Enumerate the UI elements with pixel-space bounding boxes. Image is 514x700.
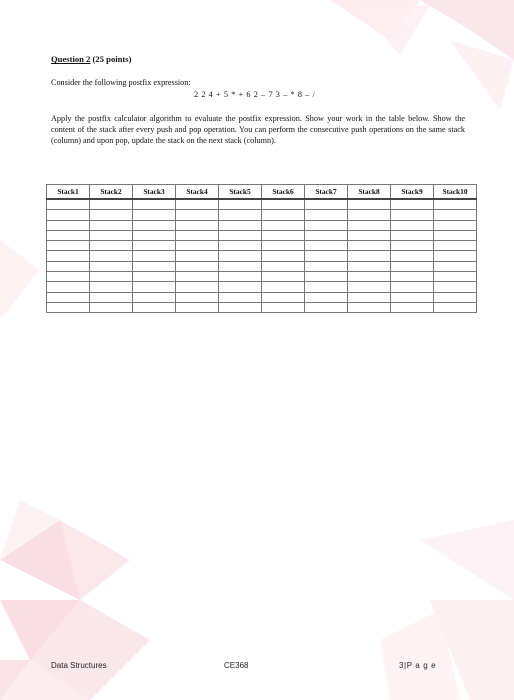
stack-cell	[348, 292, 391, 302]
stack-cell	[348, 282, 391, 292]
stack-cell	[391, 282, 434, 292]
stack-cell	[90, 272, 133, 282]
stack-cell	[305, 220, 348, 230]
stack-cell	[176, 220, 219, 230]
stack-cell	[219, 230, 262, 240]
stack-cell	[90, 220, 133, 230]
stack-cell	[305, 251, 348, 261]
stack-cell	[391, 251, 434, 261]
stack-cell	[90, 210, 133, 220]
stack-cell	[434, 199, 477, 210]
stack-cell	[90, 302, 133, 312]
table-row	[47, 199, 477, 210]
stack-cell	[176, 230, 219, 240]
stack-table-body	[47, 199, 477, 313]
stack-cell	[219, 302, 262, 312]
stack-cell	[219, 251, 262, 261]
instructions-paragraph: Apply the postfix calculator algorithm to evaluate the postfix expression. Show your work in the table below. Show the content of the stack after every push and pop operation. You can perform the consecutive push operations on the same stack (column) and upon pop, update the stack on the next stack (column).	[51, 114, 465, 146]
stack-cell	[434, 261, 477, 271]
stack-cell	[176, 199, 219, 210]
stack-cell	[176, 251, 219, 261]
stack-cell	[262, 272, 305, 282]
stack-cell	[133, 220, 176, 230]
stack-cell	[133, 241, 176, 251]
stack-cell	[348, 210, 391, 220]
stack-cell	[47, 251, 90, 261]
stack-cell	[133, 230, 176, 240]
stack-cell	[176, 292, 219, 302]
stack-column-header: Stack10	[434, 185, 477, 200]
stack-cell	[133, 282, 176, 292]
stack-cell	[434, 251, 477, 261]
stack-cell	[219, 220, 262, 230]
stack-column-header: Stack7	[305, 185, 348, 200]
stack-cell	[176, 241, 219, 251]
stack-cell	[348, 251, 391, 261]
stack-cell	[348, 220, 391, 230]
stack-cell	[47, 230, 90, 240]
stack-cell	[262, 199, 305, 210]
stack-cell	[305, 282, 348, 292]
footer-course-code: CE368	[224, 661, 249, 670]
stack-cell	[391, 220, 434, 230]
stack-cell	[391, 272, 434, 282]
stack-cell	[133, 251, 176, 261]
table-row	[47, 292, 477, 302]
stack-cell	[262, 241, 305, 251]
stack-cell	[434, 292, 477, 302]
stack-cell	[90, 199, 133, 210]
stack-cell	[90, 230, 133, 240]
stack-cell	[47, 199, 90, 210]
stack-table-header-row	[47, 185, 477, 200]
stack-cell	[305, 302, 348, 312]
stack-cell	[176, 210, 219, 220]
stack-cell	[305, 292, 348, 302]
table-row	[47, 282, 477, 292]
question-title	[51, 54, 131, 64]
stack-cell	[434, 302, 477, 312]
stack-cell	[262, 261, 305, 271]
stack-cell	[262, 220, 305, 230]
table-row	[47, 251, 477, 261]
table-row	[47, 230, 477, 240]
stack-cell	[47, 282, 90, 292]
stack-cell	[133, 210, 176, 220]
table-row	[47, 302, 477, 312]
stack-column-header: Stack3	[133, 185, 176, 200]
stack-cell	[348, 230, 391, 240]
stack-cell	[262, 251, 305, 261]
stack-cell	[219, 261, 262, 271]
stack-column-header: Stack5	[219, 185, 262, 200]
stack-cell	[262, 282, 305, 292]
stack-cell	[133, 261, 176, 271]
stack-cell	[391, 302, 434, 312]
stack-cell	[391, 230, 434, 240]
stack-cell	[262, 302, 305, 312]
stack-cell	[262, 210, 305, 220]
stack-cell	[305, 199, 348, 210]
table-row	[47, 210, 477, 220]
stack-cell	[176, 272, 219, 282]
stack-cell	[391, 292, 434, 302]
table-row	[47, 220, 477, 230]
table-row	[47, 272, 477, 282]
stack-column-header: Stack8	[348, 185, 391, 200]
stack-cell	[434, 210, 477, 220]
stack-cell	[434, 230, 477, 240]
stack-cell	[434, 282, 477, 292]
stack-cell	[47, 292, 90, 302]
stack-cell	[133, 199, 176, 210]
stack-cell	[348, 302, 391, 312]
stack-column-header: Stack6	[262, 185, 305, 200]
stack-cell	[391, 241, 434, 251]
stack-column-header: Stack1	[47, 185, 90, 200]
stack-cell	[391, 261, 434, 271]
stack-cell	[305, 241, 348, 251]
stack-cell	[434, 272, 477, 282]
stack-cell	[348, 241, 391, 251]
stack-column-header: Stack4	[176, 185, 219, 200]
stack-column-header: Stack2	[90, 185, 133, 200]
stack-cell	[47, 272, 90, 282]
stack-cell	[348, 261, 391, 271]
stack-cell	[133, 302, 176, 312]
stack-cell	[219, 282, 262, 292]
table-row	[47, 241, 477, 251]
stack-cell	[305, 210, 348, 220]
stack-cell	[133, 272, 176, 282]
stack-cell	[47, 220, 90, 230]
question-points: (25 points)	[90, 54, 132, 64]
stack-cell	[305, 230, 348, 240]
footer-page-number: 3|P a g e	[399, 661, 437, 670]
stack-cell	[391, 199, 434, 210]
footer-course: Data Structures	[51, 661, 107, 670]
stack-cell	[176, 282, 219, 292]
intro-text: Consider the following postfix expression:	[51, 78, 191, 87]
stack-cell	[391, 210, 434, 220]
stack-cell	[219, 210, 262, 220]
stack-cell	[47, 210, 90, 220]
stack-cell	[90, 261, 133, 271]
question-number: Question 2	[51, 54, 91, 64]
stack-cell	[348, 199, 391, 210]
stack-cell	[434, 220, 477, 230]
postfix-expression: 2 2 4 + 5 * + 6 2 – 7 3 – * 8 – /	[194, 90, 316, 99]
stack-cell	[219, 241, 262, 251]
stack-cell	[47, 241, 90, 251]
stack-cell	[219, 292, 262, 302]
stack-cell	[176, 261, 219, 271]
stack-cell	[434, 241, 477, 251]
stack-table	[46, 184, 477, 313]
table-row	[47, 261, 477, 271]
stack-cell	[47, 302, 90, 312]
stack-cell	[90, 251, 133, 261]
stack-cell	[90, 292, 133, 302]
stack-cell	[47, 261, 90, 271]
stack-cell	[90, 241, 133, 251]
stack-cell	[262, 292, 305, 302]
stack-column-header: Stack9	[391, 185, 434, 200]
stack-cell	[219, 272, 262, 282]
stack-cell	[348, 272, 391, 282]
stack-cell	[219, 199, 262, 210]
stack-cell	[305, 261, 348, 271]
stack-cell	[305, 272, 348, 282]
stack-cell	[133, 292, 176, 302]
stack-cell	[262, 230, 305, 240]
stack-cell	[176, 302, 219, 312]
stack-cell	[90, 282, 133, 292]
